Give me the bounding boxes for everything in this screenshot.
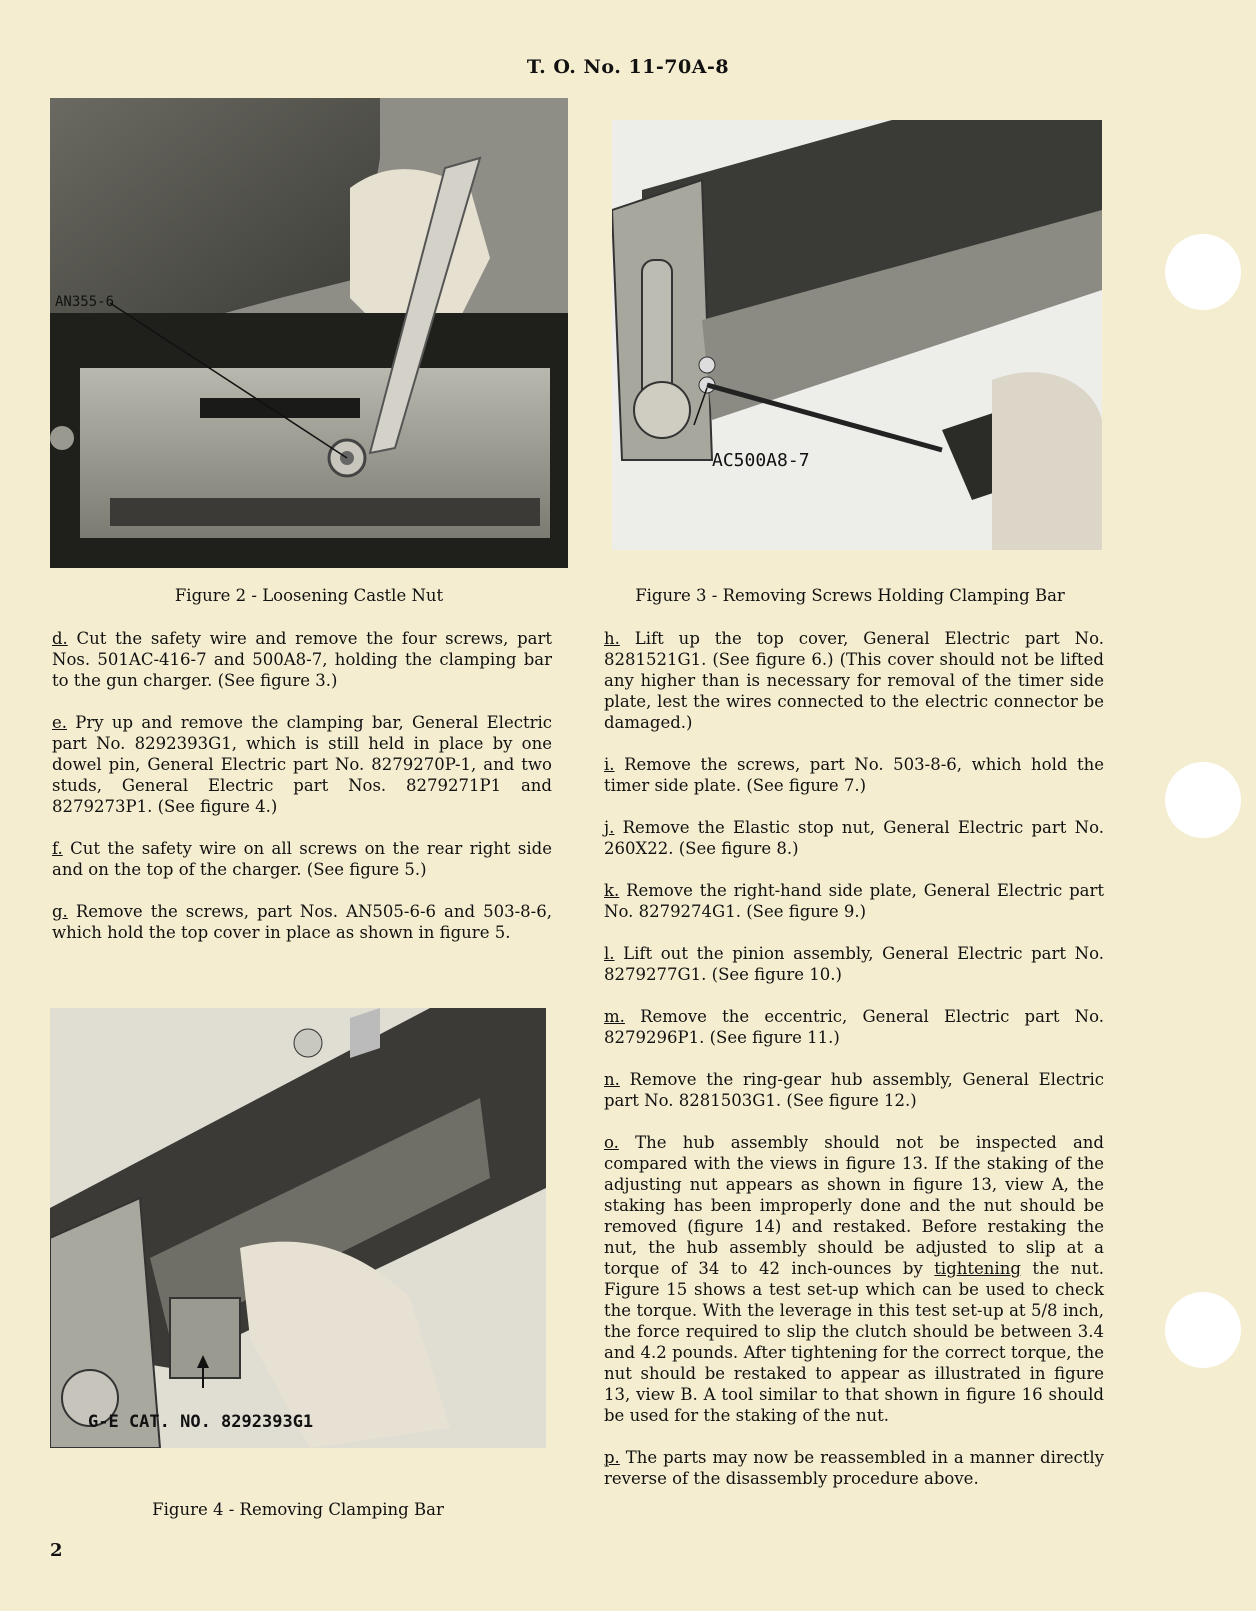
figure-3-photo [612,120,1102,550]
figure-4-callout: G-E CAT. NO. 8292393G1 [88,1412,314,1432]
step-f: f. Cut the safety wire on all screws on the rear right side and on the top of the charger. (See figure 5.) [52,839,552,879]
step-i: i. Remove the screws, part No. 503-8-6, which hold the timer side plate. (See figure 7.) [604,755,1104,795]
step-o: o. The hub assembly should not be inspected and compared with the views in figure 13. If the staking of the adjusting nut appears as shown in figure 13, view A, the staking has been improperly done and the nut should be removed (figure 14) and restaked. Before restaking the nut, the hub assembly should be adjusted to slip at a torque of 34 to 42 inch-ounces by tightening the nut. Figure 15 shows a test set-up which can be used to check the torque. With the leverage in this test set-up at 5/8 inch, the force required to slip the clutch should be between 3.4 and 4.2 pounds. After tightening for the correct torque, the nut should be restaked to appear as illustrated in figure 13, view B. A tool similar to that shown in figure 16 should be used for the staking of the nut. [604,1133,1105,1425]
step-e: e. Pry up and remove the clamping bar, General Electric part No. 8292393G1, which is still held in place by one dowel pin, General Electric part No. 8279270P-1, and two studs, General Electric part Nos. 8279271P1 and 8279273P1. (See figure 4.) [52,713,552,816]
figure-4-photo [50,1008,546,1448]
step-m: m. Remove the eccentric, General Electric part No. 8279296P1. (See figure 11.) [604,1007,1104,1047]
page-number: 2 [50,1540,63,1561]
underlined-word: tightening [934,1259,1021,1278]
figure-2-photo [50,98,568,568]
step-g: g. Remove the screws, part Nos. AN505-6-6 and 503-8-6, which hold the top cover in place as shown in figure 5. [52,902,552,942]
punch-hole-middle [1165,762,1241,838]
right-column [604,628,1104,1510]
step-h: h. Lift up the top cover, General Electric part No. 8281521G1. (See figure 6.) (This cover should not be lifted any higher than is necessary for removal of the timer side plate, lest the wires connected to the electric connector be damaged.) [604,629,1104,732]
punch-hole-top [1165,234,1241,310]
step-n: n. Remove the ring-gear hub assembly, General Electric part No. 8281503G1. (See figure 12.) [604,1070,1104,1110]
figure-3-callout: AC500A8-7 [712,450,810,471]
page-header: T. O. No. 11-70A-8 [526,56,730,78]
punch-hole-bottom [1165,1292,1241,1368]
figure-3-caption: Figure 3 - Removing Screws Holding Clamping Bar [635,586,1065,605]
left-column [52,628,552,964]
step-k: k. Remove the right-hand side plate, General Electric part No. 8279274G1. (See figure 9.) [604,881,1104,921]
figure-4-caption: Figure 4 - Removing Clamping Bar [152,1500,444,1519]
figure-2-caption: Figure 2 - Loosening Castle Nut [174,586,444,605]
figure-2-callout: AN355-6 [55,294,115,310]
figure-4-illustration [50,1008,546,1448]
step-l: l. Lift out the pinion assembly, General Electric part No. 8279277G1. (See figure 10.) [604,944,1104,984]
figure-3-illustration [612,120,1102,550]
step-d: d. Cut the safety wire and remove the four screws, part Nos. 501AC-416-7 and 500A8-7, holding the clamping bar to the gun charger. (See figure 3.) [52,629,552,690]
figure-2-illustration [50,98,568,568]
step-p: p. The parts may now be reassembled in a manner directly reverse of the disassembly procedure above. [604,1448,1104,1488]
step-j: j. Remove the Elastic stop nut, General Electric part No. 260X22. (See figure 8.) [604,818,1104,858]
